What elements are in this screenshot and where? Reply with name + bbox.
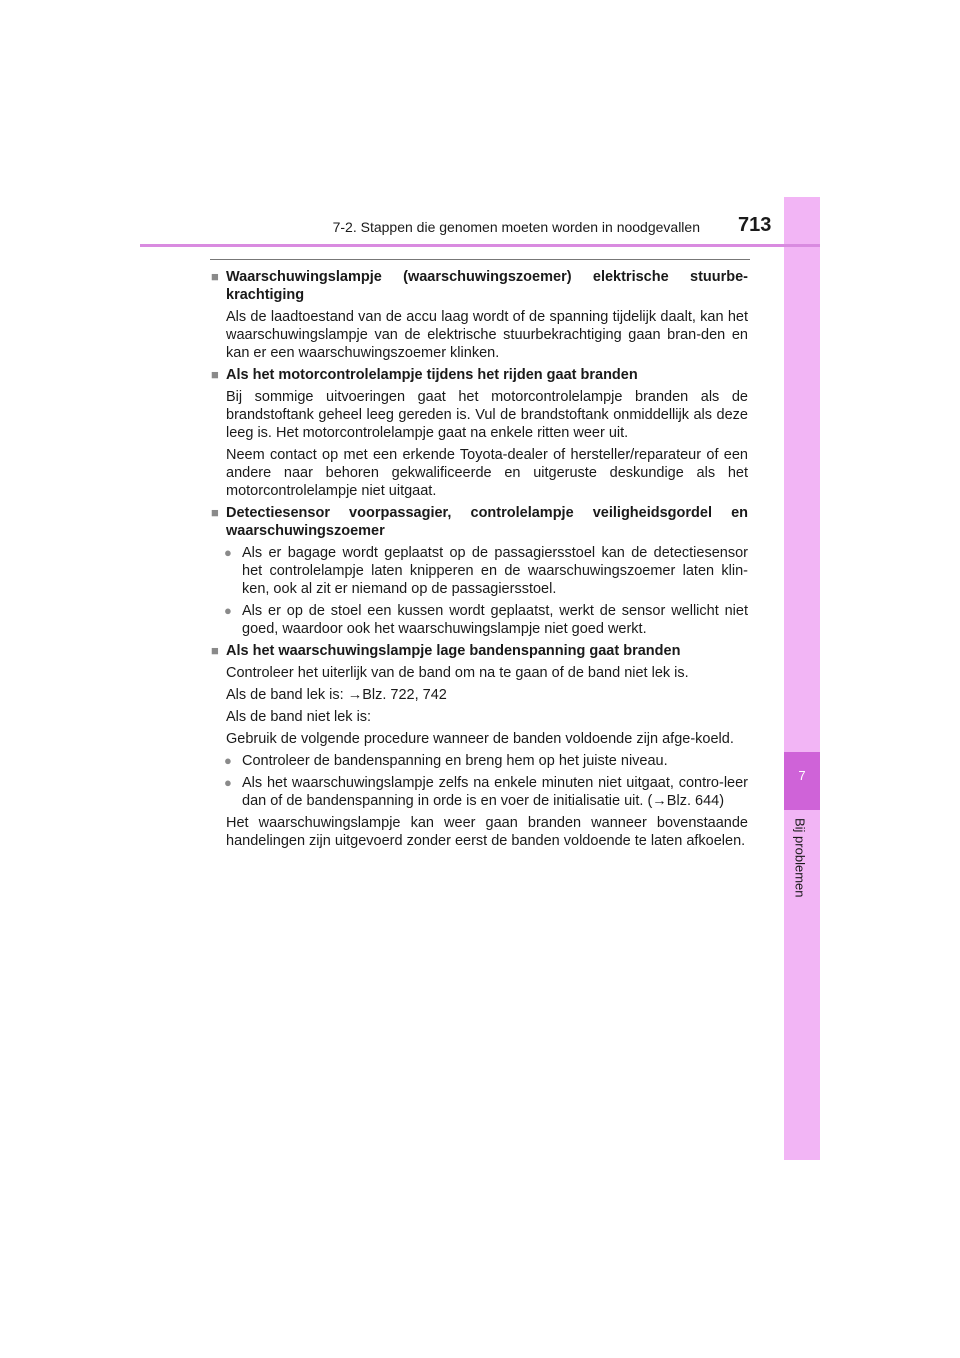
square-bullet-icon: ■ [211,505,219,520]
paragraph: Als de band niet lek is: [226,709,372,725]
paragraph: Het waarschuwingslampje kan weer gaan branden wanneer bovenstaande handelingen zijn uitgevoerd zonder eerst de banden voldoende te laten afkoelen. [226,815,748,849]
paragraph: Controleer het uiterlijk van de band om na te gaan of de band niet lek is. [226,665,689,681]
paragraph: Bij sommige uitvoeringen gaat het motorcontrolelampje branden als de brandstoftank geheel leeg gereden is. Vul de brandstoftank onmiddellijk als deze leeg is. Het motorcontrolelampje gaat na enkele ritten weer uit. [226,389,748,441]
chapter-number: 7 [798,768,806,783]
bullet-text: Als er op de stoel een kussen wordt geplaatst, werkt de sensor wellicht niet goed, waardoor ook het waarschuwingslampje niet goed werkt. [242,603,748,637]
bullet-item [211,774,748,810]
bullet-text: Als het waarschuwingslampje zelfs na enkele minuten niet uitgaat, contro-leer dan of de bandenspanning in orde is en voer de initialisatie uit. (→Blz. 644) [242,775,748,809]
bullet-text: Als er bagage wordt geplaatst op de passagiersstoel kan de detectiesensor het controlelampje laten knipperen en de waarschuwingszoemer laten klin-ken, ook al zit er niemand op de passagiersstoel. [242,545,748,597]
paragraph: Als de band lek is: →Blz. 722, 742 [226,687,447,703]
paragraph: Als de laadtoestand van de accu laag wordt of de spanning tijdelijk daalt, kan het waarschuwingslampje van de elektrische stuurbekrachtiging gaan bran-den en kan er een waarschuwingszoemer klinken. [226,309,748,361]
bullet-item [211,544,748,598]
bullet-item [211,752,748,770]
heading-text: Detectiesensor voorpassagier, controlelampje veiligheidsgordel en waarschuwingszoemer [226,505,748,539]
circle-bullet-icon: ● [224,545,232,560]
circle-bullet-icon: ● [224,775,232,790]
square-bullet-icon: ■ [211,367,219,382]
section-heading [211,268,748,304]
bullet-text: Controleer de bandenspanning en breng hem op het juiste niveau. [242,753,668,769]
paragraph: Gebruik de volgende procedure wanneer de banden voldoende zijn afge-koeld. [226,731,734,747]
square-bullet-icon: ■ [211,643,219,658]
circle-bullet-icon: ● [224,753,232,768]
page-number: 713 [738,214,772,236]
section-title: 7-2. Stappen die genomen moeten worden in noodgevallen [332,219,700,235]
section-heading [211,504,748,540]
heading-text: Als het waarschuwingslampje lage bandenspanning gaat branden [226,643,681,659]
header-divider [140,244,820,247]
heading-text: Waarschuwingslampje (waarschuwingszoemer) elektrische stuurbe-krachtiging [226,269,748,303]
heading-text: Als het motorcontrolelampje tijdens het rijden gaat branden [226,367,638,383]
content-divider [210,259,750,260]
bullet-item [211,602,748,638]
paragraph: Neem contact op met een erkende Toyota-dealer of hersteller/reparateur of een andere naar behoren gekwalificeerde en uitgeruste deskundige als het motorcontrolelampje niet uitgaat. [226,447,748,499]
circle-bullet-icon: ● [224,603,232,618]
chapter-side-tab [784,197,820,1160]
section-heading [211,366,748,384]
square-bullet-icon: ■ [211,269,219,284]
page-content [211,268,748,854]
section-heading [211,642,748,660]
chapter-title: Bij problemen [792,818,808,898]
